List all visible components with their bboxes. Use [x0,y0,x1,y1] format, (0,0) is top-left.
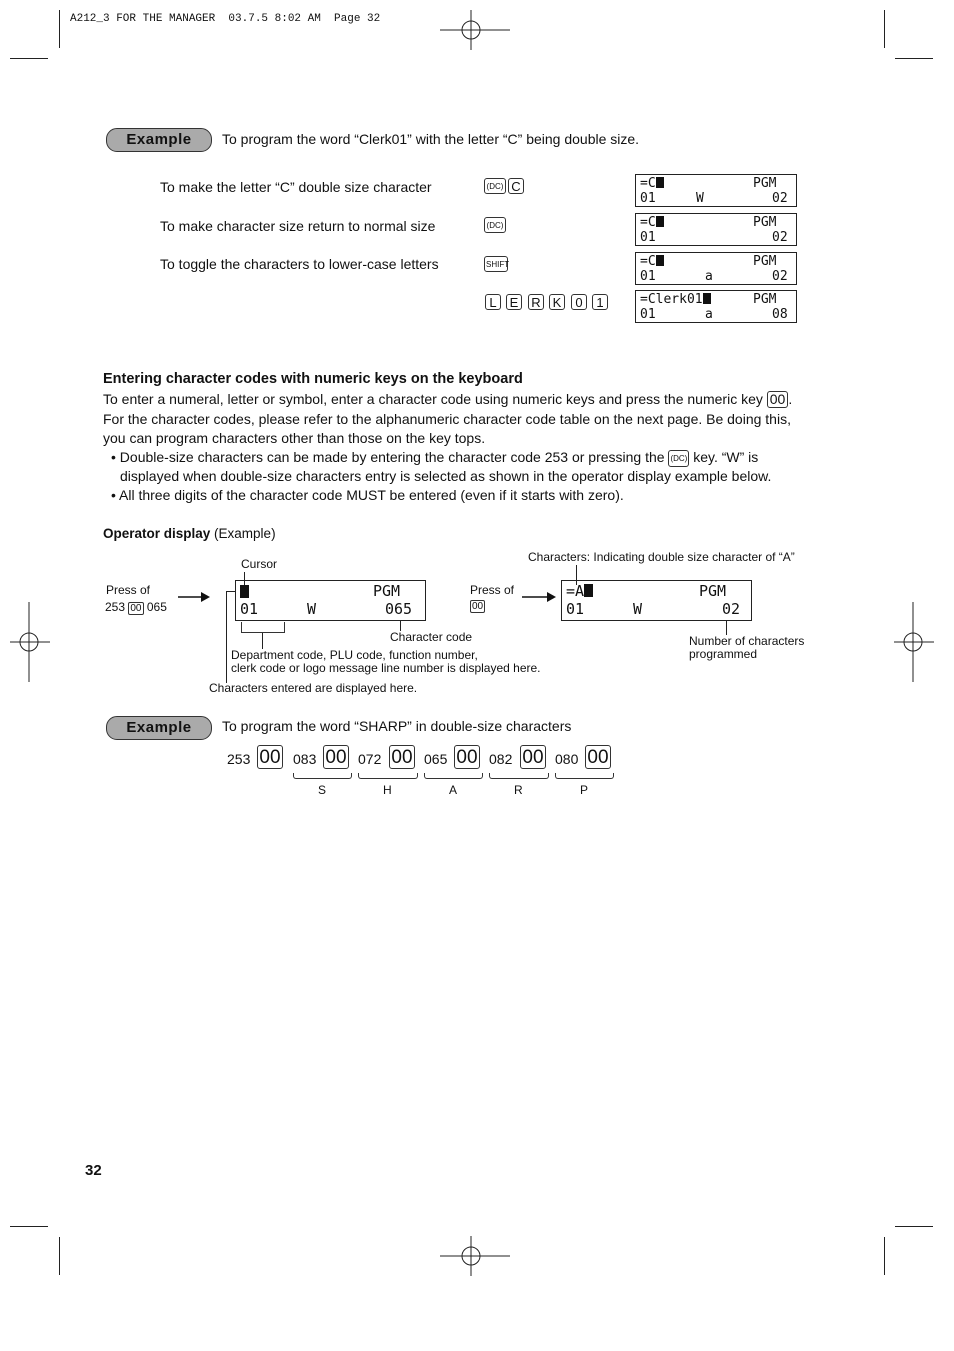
code-253: 253 [227,751,251,767]
double-zero-key-icon: 00 [257,745,283,769]
example-intro: To program the word “Clerk01” with the letter “C” being double size. [222,131,640,147]
letter-label: A [449,783,458,797]
crop-mark [59,1237,60,1275]
double-zero-key-icon: 00 [323,745,349,769]
brace [358,773,418,779]
arrow-right-icon [522,591,556,603]
leader-line [726,621,727,635]
cursor-icon [656,216,664,227]
k-key-icon: K [549,294,565,310]
crop-mark [884,10,885,48]
step-text: To toggle the characters to lower-case letters [160,256,439,272]
display-step-4: =Clerk01 PGM 01 a 08 [635,290,797,323]
letter-label: R [514,783,523,797]
brace [489,773,549,779]
double-zero-key-icon: 00 [767,391,789,408]
char-code: 082 [489,751,513,767]
double-zero-key-icon: 00 [389,745,415,769]
crop-mark [895,58,933,59]
cursor-icon [584,584,593,597]
cursor-label: Cursor [241,557,278,571]
registration-mark-top [440,10,510,50]
step-text: To make character size return to normal size [160,218,436,234]
bracket [241,622,285,633]
press-of-label: Press of [470,583,515,597]
char-code: 083 [293,751,317,767]
dc-key-icon: (DC) [484,178,506,194]
operator-display-1: PGM 01 W 065 [235,580,426,621]
step-text: To make the letter “C” double size character [160,179,432,195]
character-code-label: Character code [390,630,473,644]
department-code-label: clerk code or logo message line number is displayed here. [231,661,541,675]
press-of-label: Press of [106,583,151,597]
crop-mark [10,58,48,59]
characters-label: Characters: Indicating double size character of “A” [528,550,795,564]
print-header: A212_3 FOR THE MANAGER 03.7.5 8:02 AM Page 32 [70,13,381,25]
number-of-characters-label: programmed [689,647,758,661]
l-key-icon: L [485,294,501,310]
display-step-2: =C PGM 01 02 [635,213,797,246]
leader-line [226,591,227,683]
brace [424,773,483,779]
operator-display-2: =A PGM 01 W 02 [561,580,752,621]
e-key-icon: E [506,294,522,310]
registration-mark-bottom [440,1236,510,1276]
display-step-3: =C PGM 01 a 02 [635,252,797,285]
cursor-icon [656,255,664,266]
leader-line [226,591,235,592]
section-heading: Entering character codes with numeric keys on the keyboard [103,371,523,387]
press-sequence: 253 00 065 [105,600,167,614]
cursor-icon [703,293,711,304]
paragraph-line: you can program characters other than those on the key tops. [103,430,486,446]
display-step-1: =C PGM 01 W 02 [635,174,797,207]
brace [555,773,614,779]
page-number: 32 [85,1162,102,1179]
dc-key-icon: (DC) [668,450,689,467]
double-zero-key-icon: 00 [472,601,484,612]
dc-key-icon: (DC) [484,217,506,233]
zero-key-icon: 0 [571,294,587,310]
one-key-icon: 1 [592,294,608,310]
bullet-line: • All three digits of the character code MUST be entered (even if it starts with zero). [111,487,624,503]
c-key-icon: C [508,178,524,194]
char-code: 080 [555,751,579,767]
cursor-icon [656,177,664,188]
char-code: 072 [358,751,382,767]
crop-mark [895,1226,933,1227]
department-code-label: Department code, PLU code, function number, [231,648,478,662]
double-zero-key-icon: 00 [585,745,611,769]
example-badge: Example [106,716,212,740]
paragraph-line: To enter a numeral, letter or symbol, enter a character code using numeric keys and press the numeric key 00 . [103,391,793,407]
registration-mark-left [10,602,50,682]
double-zero-key-icon: 00 [520,745,546,769]
letter-label: S [318,783,327,797]
r-key-icon: R [528,294,544,310]
double-zero-key-icon: 00 [130,603,142,614]
registration-mark-right [894,602,934,682]
example-intro: To program the word “SHARP” in double-size characters [222,718,572,734]
paragraph-line: For the character codes, please refer to the alphanumeric character code table on the next page. Be doing this, [103,411,791,427]
arrow-right-icon [178,591,210,603]
crop-mark [884,1237,885,1275]
shift-key-icon: SHIFT [484,256,508,272]
crop-mark [10,1226,48,1227]
crop-mark [59,10,60,48]
bullet-line: • Double-size characters can be made by entering the character code 253 or pressing the (DC) key. “W” is [111,449,759,465]
cursor-icon [240,585,249,598]
characters-entered-label: Characters entered are displayed here. [209,681,418,695]
operator-display-title: Operator display (Example) [103,526,276,541]
brace [293,773,352,779]
leader-line [262,633,263,649]
example-badge: Example [106,128,212,152]
char-code: 065 [424,751,448,767]
bullet-line: displayed when double-size characters entry is selected as shown in the operator display example below. [120,468,772,484]
letter-label: P [580,783,589,797]
double-zero-key-icon: 00 [454,745,480,769]
number-of-characters-label: Number of characters [689,634,805,648]
letter-label: H [383,783,392,797]
